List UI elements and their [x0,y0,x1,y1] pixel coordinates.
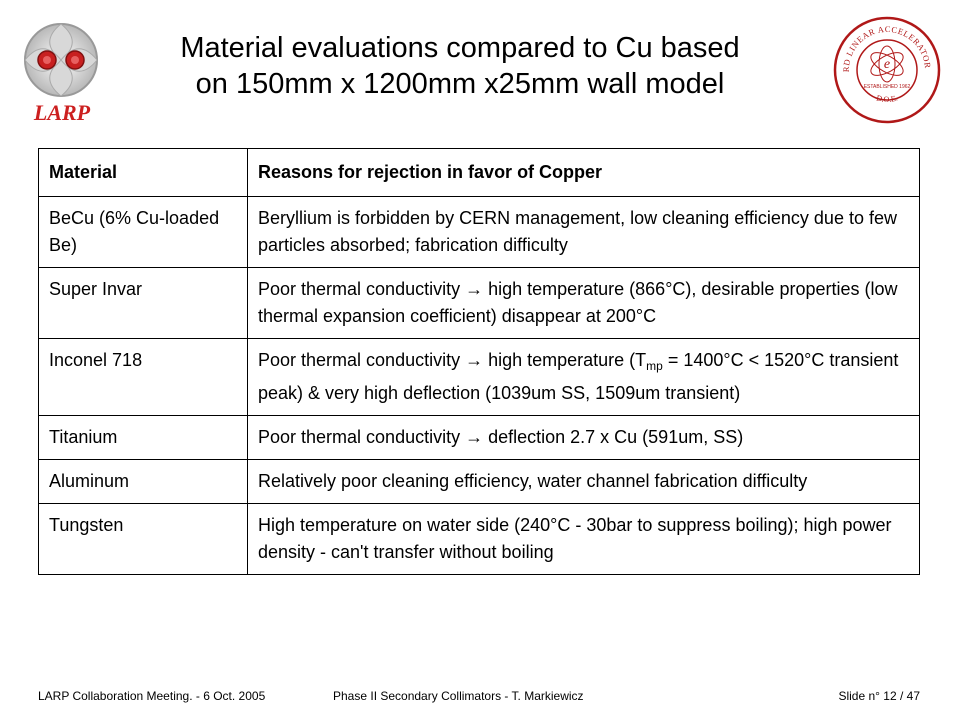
reason-cell: Poor thermal conductivity → deflection 2.7 x Cu (591um, SS) [248,416,920,460]
reason-cell: Poor thermal conductivity → high temperature (866°C), desirable properties (low thermal expansion coefficient) disappear at 200°C [248,268,920,339]
materials-table [38,148,919,575]
table-row [39,268,920,339]
table-row [39,416,920,460]
reason-text-before: Poor thermal conductivity → high temperature (T [258,350,647,370]
slac-seal-icon [833,16,941,124]
larp-logo-text: LARP [33,100,91,125]
title-line-2: on 150mm x 1200mm x25mm wall model [195,68,725,100]
seal-text-top: RD LINEAR ACCELERATOR [840,23,934,73]
header-material: Material [39,149,248,197]
table-row [39,197,920,268]
material-cell: Titanium [39,416,248,460]
slac-seal [833,16,941,124]
magnet-cross-section-icon [16,14,106,104]
material-cell: Inconel 718 [39,339,248,416]
material-cell: Super Invar [39,268,248,339]
reason-cell: High temperature on water side (240°C - 30bar to suppress boiling); high power density - can't transfer without boiling [248,504,920,575]
svg-text:D.O.E. [875,93,898,104]
reason-subscript: mp [646,359,663,373]
reason-cell: Beryllium is forbidden by CERN management, low cleaning efficiency due to few particles absorbed; fabrication difficulty [248,197,920,268]
seal-text-bottom: D.O.E. [875,93,899,104]
reason-cell [248,339,920,416]
footer-presenter: Phase II Secondary Collimators - T. Markiewicz [333,689,584,703]
table-row [39,504,920,575]
title-line-1: Material evaluations compared to Cu based [180,32,740,64]
material-cell: BeCu (6% Cu-loaded Be) [39,197,248,268]
material-cell: Aluminum [39,460,248,504]
header-reasons: Reasons for rejection in favor of Copper [248,149,920,197]
page-title [115,30,805,102]
reason-cell: Relatively poor cleaning efficiency, water channel fabrication difficulty [248,460,920,504]
footer-meeting: LARP Collaboration Meeting. - 6 Oct. 2005 [38,689,266,703]
seal-established-text: ESTABLISHED 1962 [863,84,911,90]
table-row [39,339,920,416]
material-cell: Tungsten [39,504,248,575]
footer-slide-number: Slide n° 12 / 47 [838,689,920,703]
reason-text-after: = 1400°C < 1520°C transient peak) & very high deflection (1039um SS, 1509um transient) [258,350,899,403]
table-header-row [39,149,920,197]
svg-text:e: e [883,57,891,72]
table-row [39,460,920,504]
